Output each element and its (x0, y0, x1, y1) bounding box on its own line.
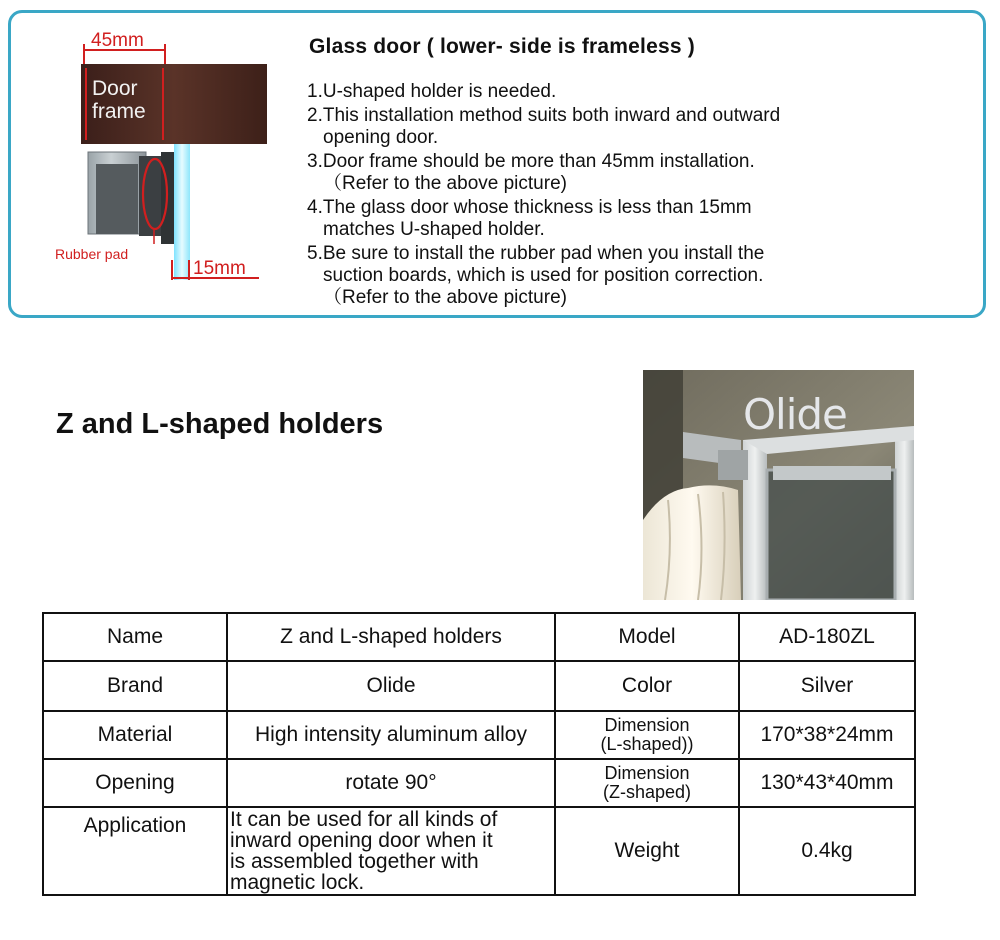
dimension-label-line2: (Z-shaped) (602, 782, 692, 802)
table-row (43, 711, 915, 759)
table-value-cell: High intensity aluminum alloy (227, 711, 555, 759)
glass-panel (174, 144, 190, 280)
table-value-cell: 130*43*40mm (739, 759, 915, 807)
photo-glass-door (767, 470, 895, 600)
table-row (43, 613, 915, 661)
table-label-cell: Opening (43, 759, 227, 807)
table-row (43, 807, 915, 895)
info-title: Glass door ( lower- side is frameless ) (309, 35, 695, 58)
application-line: is assembled together with (230, 850, 479, 873)
application-line: magnetic lock. (230, 871, 365, 894)
table-value-cell: 0.4kg (739, 807, 915, 895)
installation-note-continuation: suction boards, which is used for position correction. (323, 265, 764, 286)
photo-watermark-logo: Olide (743, 390, 847, 439)
table-label-cell: Model (555, 613, 739, 661)
table-label-cell: Weight (555, 807, 739, 895)
installation-note-text: 1.U-shaped holder is needed. (307, 81, 557, 102)
photo-holder-arm (718, 450, 748, 480)
table-row (43, 661, 915, 711)
installation-note-continuation: matches U-shaped holder. (323, 219, 545, 240)
installation-note-text: 3.Door frame should be more than 45mm installation. (307, 151, 755, 172)
photo-door-frame-right (895, 430, 914, 600)
photo-curtain (643, 485, 741, 600)
table-row (43, 759, 915, 807)
table-label-cell: Color (555, 661, 739, 711)
table-value-cell: Z and L-shaped holders (227, 613, 555, 661)
application-line: inward opening door when it (230, 829, 493, 852)
installation-note-item (307, 197, 947, 241)
door-frame-label-line2: frame (92, 100, 146, 123)
section-title: Z and L-shaped holders (56, 408, 384, 440)
table-value-cell: AD-180ZL (739, 613, 915, 661)
magnetic-lock-face (96, 164, 138, 234)
table-label-cell (555, 711, 739, 759)
installation-note-text: 2.This installation method suits both inward and outward (307, 105, 781, 126)
installation-note-item (307, 105, 947, 149)
installation-notes-list (307, 81, 947, 311)
info-panel (8, 10, 986, 318)
door-frame-label-line1: Door (92, 77, 138, 100)
installation-note-continuation: （Refer to the above picture) (323, 173, 567, 194)
table-label-cell: Brand (43, 661, 227, 711)
dimension-label-line1: Dimension (604, 763, 690, 783)
table-label-cell (555, 759, 739, 807)
photo-magnetic-lock (773, 466, 891, 480)
table-value-cell: rotate 90° (227, 759, 555, 807)
installation-note-text: 5.Be sure to install the rubber pad when you install the (307, 243, 765, 264)
table-label-cell: Name (43, 613, 227, 661)
glass-thickness-label: 15mm (193, 258, 246, 279)
installation-note-continuation: opening door. (323, 127, 439, 148)
installation-diagram (41, 28, 271, 298)
installation-note-item (307, 243, 947, 309)
dimension-label-line2: (L-shaped)) (600, 734, 694, 754)
installation-note-continuation: （Refer to the above picture) (323, 287, 567, 308)
rubber-pad-label: Rubber pad (55, 246, 129, 262)
application-text-cell (227, 807, 555, 895)
installation-note-text: 4.The glass door whose thickness is less than 15mm (307, 197, 752, 218)
application-line: It can be used for all kinds of (230, 808, 498, 831)
spec-table (42, 612, 916, 896)
installation-note-item (307, 151, 947, 195)
table-value-cell: 170*38*24mm (739, 711, 915, 759)
dimension-label-line1: Dimension (604, 715, 690, 735)
table-label-cell: Material (43, 711, 227, 759)
table-label-cell: Application (43, 807, 227, 895)
installation-note-item (307, 81, 947, 103)
product-photo (643, 370, 914, 600)
table-value-cell: Olide (227, 661, 555, 711)
frame-width-label: 45mm (91, 30, 144, 51)
table-value-cell: Silver (739, 661, 915, 711)
